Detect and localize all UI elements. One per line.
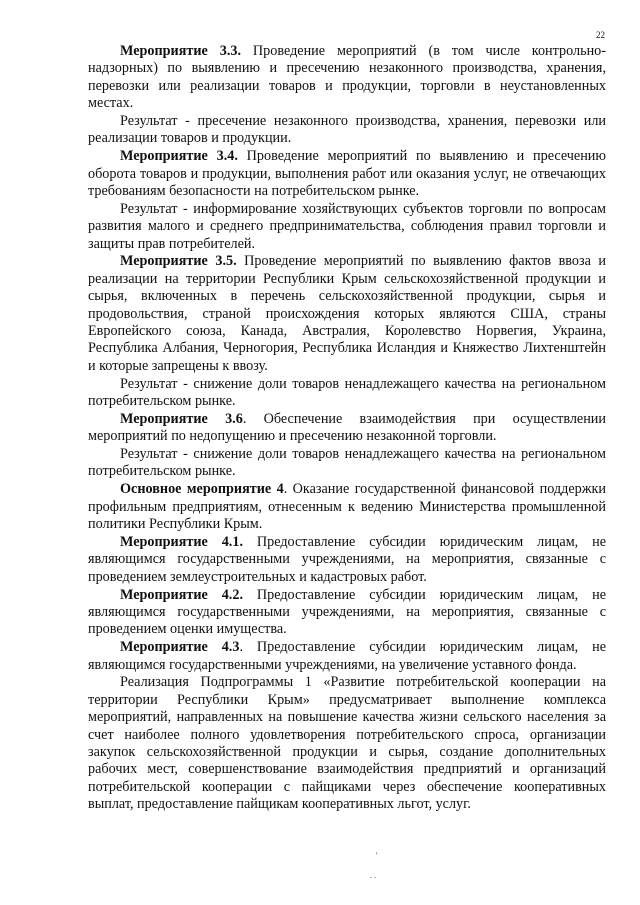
paragraph-lead: Мероприятие 3.3. (120, 43, 242, 59)
paragraph-lead: Мероприятие 4.2. (120, 586, 243, 603)
paragraph-text: Проведение мероприятий по выявлению и пресечению оборота товаров и продукции, выполнения работ или оказания услуг, не отвечающих требованиям безопасности на потребительском рынке. (88, 148, 606, 200)
paragraph-lead: Мероприятие 4.3 (120, 639, 240, 656)
paragraph-result-3-4 (88, 201, 606, 253)
paragraph-measure-3-3 (88, 43, 606, 113)
document-body (88, 43, 606, 814)
paragraph-measure-3-4 (88, 148, 606, 200)
paragraph-measure-3-5 (88, 253, 606, 375)
paragraph-result-3-6 (88, 446, 606, 481)
paragraph-result-3-5 (88, 376, 606, 411)
paragraph-text: Результат - информирование хозяйствующих субъектов торговли по вопросам развития малого и среднего предпринимательства, соблюдения правил торговли и защиты прав потребителей. (88, 200, 606, 252)
paragraph-lead: Основное мероприятие 4 (120, 481, 284, 498)
paragraph-lead: Мероприятие 3.5. (120, 253, 237, 270)
paragraph-lead: Мероприятие 3.4. (120, 148, 238, 165)
paragraph-lead: Мероприятие 4.1. (120, 533, 243, 550)
paragraph-text: Предоставление субсидии юридическим лицам, не являющимся государственными учреждениями, на мероприятия, связанные с проведением оценки имущества. (88, 586, 606, 638)
paragraph-text: Результат - снижение доли товаров ненадлежащего качества на региональном потребительском рынке. (88, 375, 606, 410)
paragraph-measure-4-2 (88, 587, 606, 639)
page-number: 22 (596, 30, 605, 40)
scan-mark: ' (376, 851, 378, 860)
paragraph-main-measure-4 (88, 481, 606, 533)
paragraph-text: Проведение мероприятий (в том числе контрольно-надзорных) по выявлению и пресечению незаконного производства, хранения, перевозки или реализации товаров и продукции, торговли в неустановленных местах. (88, 43, 606, 112)
paragraph-result-3-3 (88, 113, 606, 148)
paragraph-text: Предоставление субсидии юридическим лицам, не являющимся государственными учреждениями, на мероприятия, связанные с проведением землеустроительных и кадастровых работ. (88, 533, 606, 585)
paragraph-subprogram-1 (88, 674, 606, 813)
paragraph-text: Реализация Подпрограммы 1 «Развитие потребительской кооперации на территории Республики Крым» предусматривает выполнение комплекса мероприятий, направленных на повышение качества жизни сельского населения за счет наиболее полного удовлетворения потребительского спроса, организации закупок сельскохозяйственной продукции и сырья, создание дополнительных рабочих мест, совершенствование взаимодействия предприятий и организаций потребительской кооперации с пайщиками через обеспечение кооперативных выплат, предоставление пайщикам кооперативных льгот, услуг. (88, 674, 606, 813)
paragraph-text: Проведение мероприятий по выявлению фактов ввоза и реализации на территории Республики Крым сельскохозяйственной продукции и сырья, включенных в перечень сельскохозяйственной продукции, сырья и продовольствия, страной происхождения которых являются США, страны Европейского союза, Канада, Австралия, Королевство Норвегия, Украина, Республика Албания, Черногория, Республика Исландия и Княжество Лихтенштейн и которые запрещены к ввозу. (88, 253, 606, 374)
paragraph-text: . Предоставление субсидии юридическим лицам, не являющимся государственными учреждениями, на увеличение уставного фонда. (88, 639, 606, 673)
paragraph-measure-4-1 (88, 534, 606, 586)
paragraph-text: Результат - пресечение незаконного производства, хранения, перевозки или реализации товаров и продукции. (88, 113, 606, 147)
paragraph-text: . Оказание государственной финансовой поддержки профильным предприятиям, отнесенным к ведению Министерства промышленной политики Республики Крым. (88, 481, 606, 533)
paragraph-measure-4-3 (88, 639, 606, 674)
paragraph-text: . Обеспечение взаимодействия при осуществлении мероприятий по недопущению и пресечению незаконной торговли. (88, 410, 606, 445)
paragraph-measure-3-6 (88, 411, 606, 446)
paragraph-text: Результат - снижение доли товаров ненадлежащего качества на региональном потребительском рынке. (88, 446, 606, 480)
paragraph-lead: Мероприятие 3.6 (120, 410, 243, 427)
scan-mark: . . (370, 871, 376, 880)
